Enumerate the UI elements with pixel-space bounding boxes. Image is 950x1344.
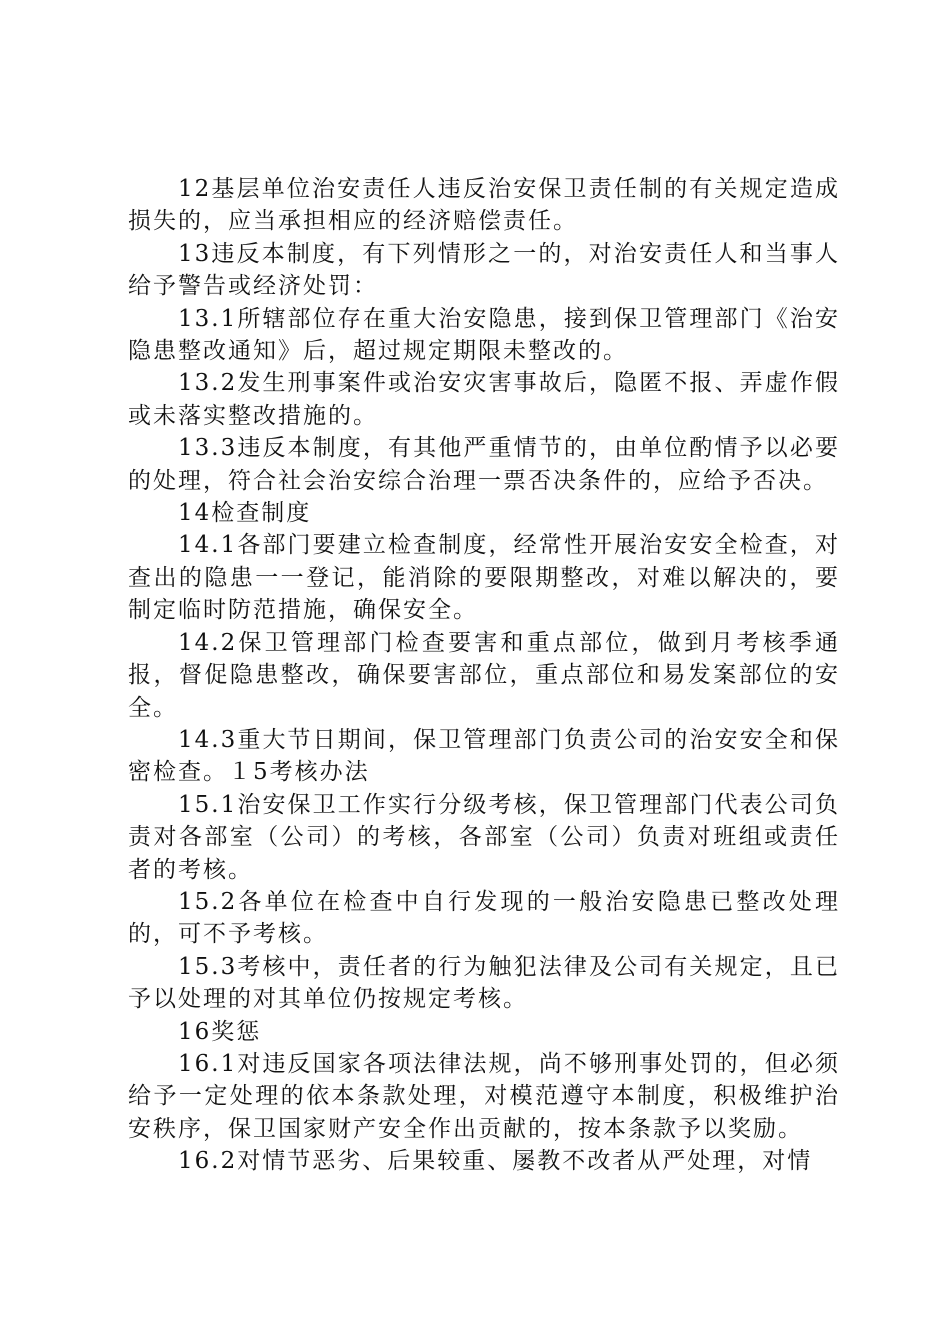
paragraph-13-2: 13.2发生刑事案件或治安灾害事故后，隐匿不报、弄虚作假或未落实整改措施的。: [128, 370, 840, 429]
paragraph-13: 13违反本制度，有下列情形之一的，对治安责任人和当事人给予警告或经济处罚：: [128, 240, 840, 300]
document-body: [128, 173, 840, 1178]
paragraph-14-2: 14.2保卫管理部门检查要害和重点部位，做到月考核季通报，督促隐患整改，确保要害部位，重点部位和易发案部位的安全。: [128, 629, 840, 721]
heading-14: 14检查制度: [178, 500, 312, 527]
paragraph-13-1: 13.1所辖部位存在重大治安隐患，接到保卫管理部门《治安隐患整改通知》后，超过规定期限未整改的。: [128, 305, 840, 365]
paragraph-15-3: 15.3考核中，责任者的行为触犯法律及公司有关规定，且已予以处理的对其单位仍按规定考核。: [128, 953, 840, 1013]
paragraph-15-2: 15.2各单位在检查中自行发现的一般治安隐患已整改处理的，可不予考核。: [128, 888, 840, 948]
paragraph-15-1: 15.1治安保卫工作实行分级考核，保卫管理部门代表公司负责对各部室（公司）的考核，各部室（公司）负责对班组或责任者的考核。: [128, 791, 840, 883]
paragraph-16-2: 16.2对情节恶劣、后果较重、屡教不改者从严处理，对情: [178, 1148, 813, 1175]
paragraph-12: 12基层单位治安责任人违反治安保卫责任制的有关规定造成损失的，应当承担相应的经济赔偿责任。: [128, 176, 840, 235]
paragraph-13-3: 13.3违反本制度，有其他严重情节的，由单位酌情予以必要的处理，符合社会治安综合治理一票否决条件的，应给予否决。: [128, 435, 840, 494]
paragraph-16-1: 16.1对违反国家各项法律法规，尚不够刑事处罚的，但必须给予一定处理的依本条款处理，对模范遵守本制度，积极维护治安秩序，保卫国家财产安全作出贡献的，按本条款予以奖励。: [128, 1050, 840, 1142]
heading-16: 16奖惩: [178, 1018, 262, 1045]
paragraph-14-3: 14.3重大节日期间，保卫管理部门负责公司的治安安全和保密检查。１5考核办法: [128, 726, 840, 786]
paragraph-14-1: 14.1各部门要建立检查制度，经常性开展治安安全检查，对查出的隐患一一登记，能消除的要限期整改，对难以解决的，要制定临时防范措施，确保安全。: [128, 532, 840, 624]
